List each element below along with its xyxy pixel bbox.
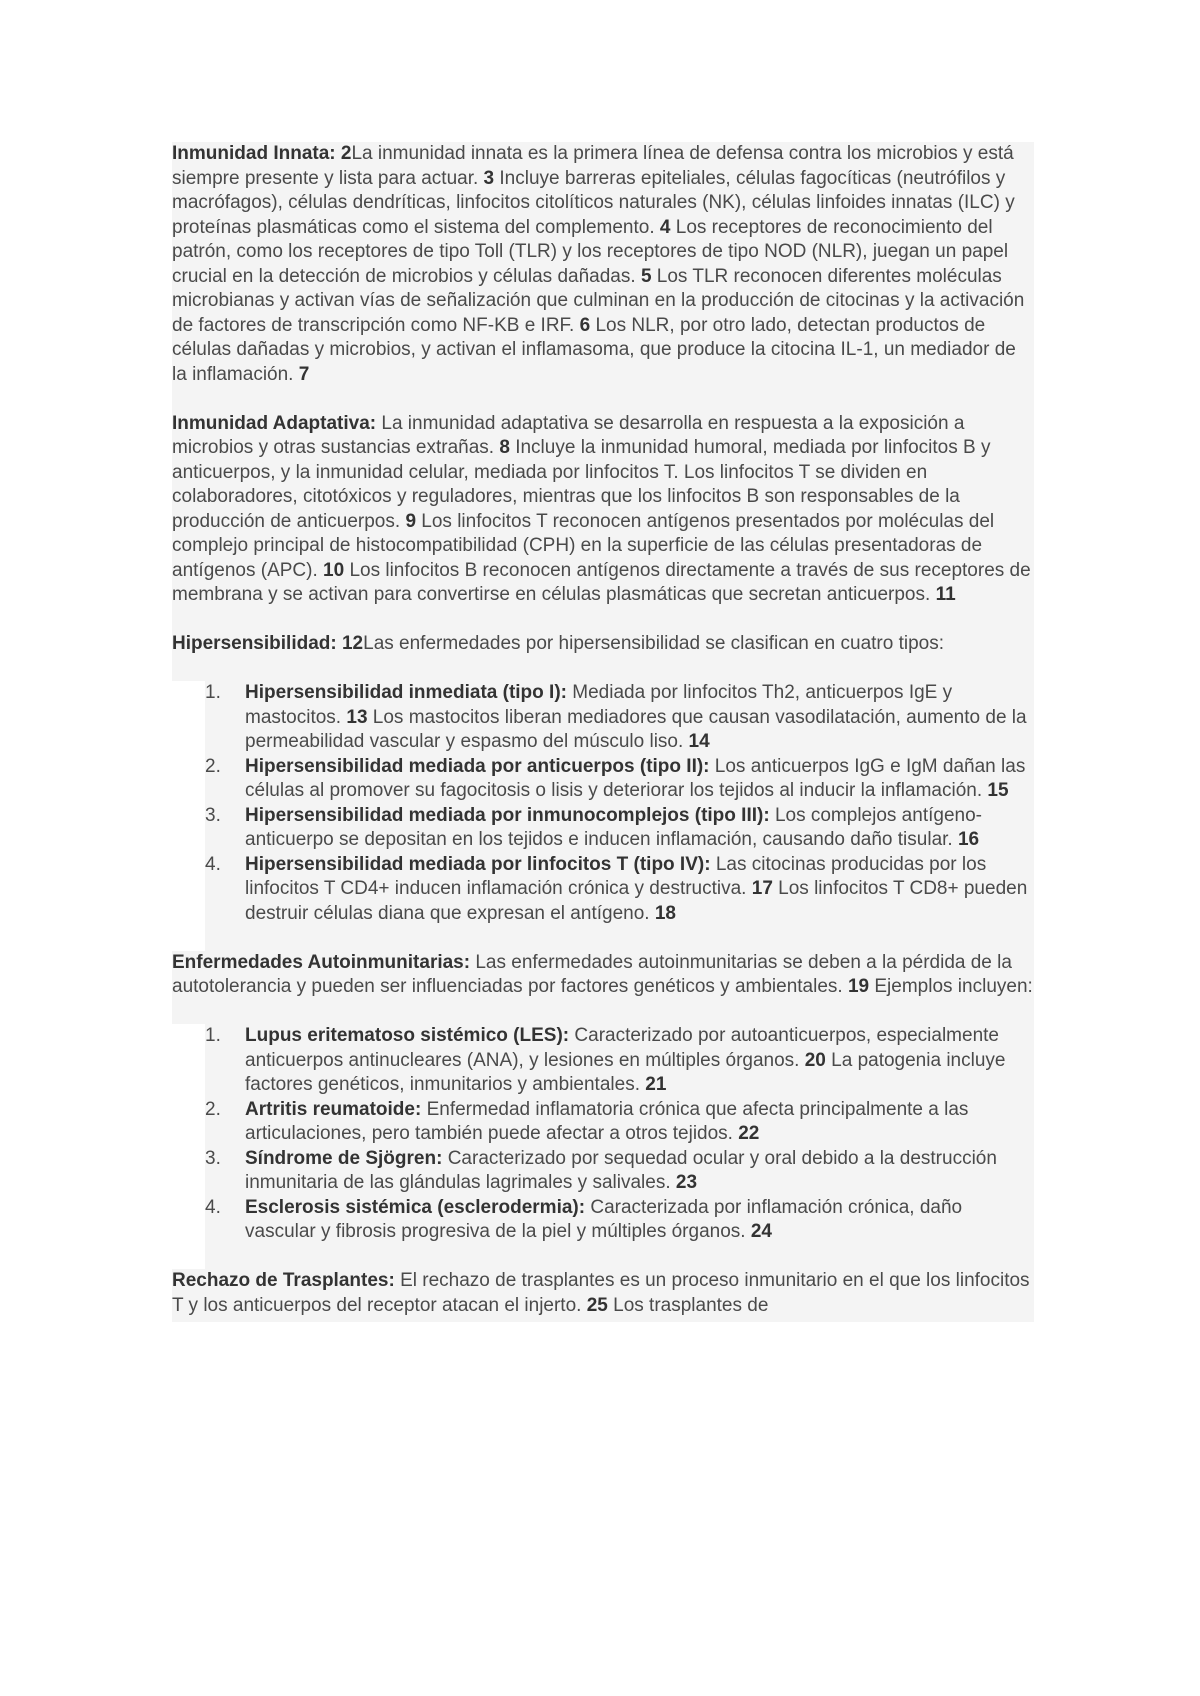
text-run: La patogenia incluye factores genéticos, inmunitarios y ambientales.: [245, 1049, 1006, 1095]
list-item: [205, 1024, 1034, 1098]
bold-text: 22: [738, 1123, 760, 1144]
bold-text: 19: [847, 976, 870, 997]
list-item: [205, 755, 1034, 804]
text-run: Las enfermedades por hipersensibilidad se clasifican en cuatro tipos:: [363, 633, 945, 654]
list-item: [205, 681, 1034, 755]
bold-text: Rechazo de Trasplantes:: [172, 1270, 395, 1291]
bold-text: 14: [688, 731, 710, 752]
text-run: La inmunidad adaptativa se desarrolla en respuesta a la exposición a microbios y otras sustancias extrañas.: [172, 412, 965, 458]
paragraph: [172, 142, 1034, 412]
paragraph: [172, 412, 1034, 633]
text-run: Incluye la inmunidad humoral, mediada por linfocitos B y anticuerpos, y la inmunidad celular, mediada por linfocitos T. Los linfocitos T se dividen en colaboradores, citotóxicos y reguladores, mientras que los linfocitos B son responsables de la producción de anticuerpos.: [172, 437, 991, 532]
bold-text: Artritis reumatoide:: [245, 1098, 422, 1120]
bold-text: 6: [579, 314, 591, 336]
bold-text: Hipersensibilidad inmediata (tipo I):: [245, 682, 567, 703]
bold-text: 10: [323, 559, 345, 581]
list-item: [205, 1098, 1034, 1147]
text-run: Caracterizada por inflamación crónica, daño vascular y fibrosis progresiva de la piel y múltiples órganos.: [245, 1196, 963, 1242]
text-run: Mediada por linfocitos Th2, anticuerpos IgE y mastocitos.: [245, 682, 953, 728]
list-number: 2.: [205, 1098, 221, 1120]
text-run: Las enfermedades autoinmunitarias se deben a la pérdida de la autotolerancia y pueden ser influenciadas por factores genéticos y ambientales.: [172, 951, 1012, 997]
bold-text: Enfermedades Autoinmunitarias:: [172, 951, 471, 973]
text-run: El rechazo de trasplantes es un proceso inmunitario en el que los linfocitos T y los anticuerpos del receptor atacan el injerto.: [172, 1270, 1030, 1316]
bold-text: Lupus eritematoso sistémico (LES):: [245, 1025, 570, 1046]
bold-text: Esclerosis sistémica (esclerodermia):: [245, 1196, 586, 1218]
list-number: 4.: [205, 853, 221, 875]
list-number: 3.: [205, 1147, 221, 1169]
text-run: Los trasplantes de: [607, 1294, 769, 1316]
text-run: Incluye barreras epiteliales, células fagocíticas (neutrófilos y macrófagos), células dendríticas, linfocitos citolíticos naturales (NK), células linfoides innatas (ILC) y proteínas plasmáticas como el sistema del complemento.: [172, 167, 1015, 238]
list-item: [205, 804, 1034, 853]
bold-text: 25: [586, 1294, 608, 1316]
text-run: La inmunidad innata es la primera línea de defensa contra los microbios y está siempre presente y lista para actuar.: [172, 143, 1014, 189]
bold-text: 13: [346, 706, 368, 728]
list-number: 4.: [205, 1196, 221, 1218]
bold-text: 3: [483, 167, 495, 189]
paragraph: [172, 1269, 1034, 1322]
text-run: Los receptores de reconocimiento del patrón, como los receptores de tipo Toll (TLR) y los receptores de tipo NOD (NLR), juegan un papel crucial en la detección de microbios y células dañadas.: [172, 216, 1009, 287]
bold-text: 24: [750, 1221, 772, 1242]
bold-text: Hipersensibilidad: 12: [172, 633, 364, 654]
text-run: Los complejos antígeno-anticuerpo se depositan en los tejidos e inducen inflamación, causando daño tisular.: [245, 804, 982, 850]
text-run: Los linfocitos T reconocen antígenos presentados por moléculas del complejo principal de histocompatibilidad (CPH) en la superficie de las células presentadoras de antígenos (APC).: [172, 510, 995, 581]
bold-text: 7: [298, 363, 310, 385]
text-run: Los linfocitos T CD8+ pueden destruir células diana que expresan el antígeno.: [245, 878, 1028, 924]
text-run: Los NLR, por otro lado, detectan productos de células dañadas y microbios, y activan el inflamasoma, que produce la citocina IL-1, un mediador de la inflamación.: [172, 314, 1016, 385]
list-item: [205, 1196, 1034, 1245]
text-run: Caracterizado por sequedad ocular y oral debido a la destrucción inmunitaria de las glándulas lagrimales y salivales.: [245, 1147, 997, 1193]
list-number: 1.: [205, 1025, 221, 1046]
bold-text: Hipersensibilidad mediada por inmunocomplejos (tipo III):: [245, 804, 770, 826]
document-body: [172, 142, 1034, 1322]
list-number: 3.: [205, 804, 221, 826]
bold-text: 5: [640, 265, 652, 287]
text-run: Los linfocitos B reconocen antígenos directamente a través de sus receptores de membrana y se activan para convertirse en células plasmáticas que secretan anticuerpos.: [172, 559, 1031, 605]
text-run: Las citocinas producidas por los linfocitos T CD4+ inducen inflamación crónica y destructiva.: [245, 853, 987, 899]
text-run: Caracterizado por autoanticuerpos, especialmente anticuerpos antinucleares (ANA), y lesiones en múltiples órganos.: [245, 1025, 999, 1071]
bold-text: Inmunidad Innata: 2: [172, 143, 352, 164]
bold-text: Hipersensibilidad mediada por linfocitos T (tipo IV):: [245, 853, 711, 875]
bold-text: 4: [659, 216, 671, 238]
bold-text: 16: [957, 829, 980, 850]
list-number: 2.: [205, 755, 221, 777]
list-item: [205, 1147, 1034, 1196]
bold-text: 20: [804, 1049, 826, 1071]
bold-text: Síndrome de Sjögren:: [245, 1147, 443, 1169]
bold-text: Inmunidad Adaptativa:: [172, 412, 377, 434]
paragraph: [172, 951, 1034, 1025]
bold-text: 21: [645, 1074, 667, 1095]
bold-text: 9: [405, 510, 417, 532]
bold-text: Hipersensibilidad mediada por anticuerpos (tipo II):: [245, 755, 710, 777]
numbered-list: [205, 681, 1034, 951]
bold-text: 11: [935, 584, 956, 605]
list-number: 1.: [205, 682, 221, 703]
text-run: Ejemplos incluyen:: [869, 976, 1033, 997]
bold-text: 18: [654, 902, 676, 924]
text-run: Los mastocitos liberan mediadores que causan vasodilatación, aumento de la permeabilidad vascular y espasmo del músculo liso.: [245, 706, 1027, 752]
bold-text: 17: [751, 878, 773, 899]
list-item: [205, 853, 1034, 927]
numbered-list: [205, 1024, 1034, 1269]
text-run: Los anticuerpos IgG e IgM dañan las células al promover su fagocitosis o lisis y deteriorar los tejidos al inducir la inflamación.: [245, 755, 1026, 801]
bold-text: 8: [499, 437, 510, 458]
text-run: Los TLR reconocen diferentes moléculas microbianas y activan vías de señalización que culminan en la producción de citocinas y la activación de factores de transcripción como NF-KB e IRF.: [172, 265, 1025, 336]
text-run: Enfermedad inflamatoria crónica que afecta principalmente a las articulaciones, pero también puede afectar a otros tejidos.: [245, 1098, 969, 1144]
bold-text: 15: [987, 780, 1009, 801]
bold-text: 23: [675, 1172, 698, 1193]
paragraph: [172, 632, 1034, 681]
